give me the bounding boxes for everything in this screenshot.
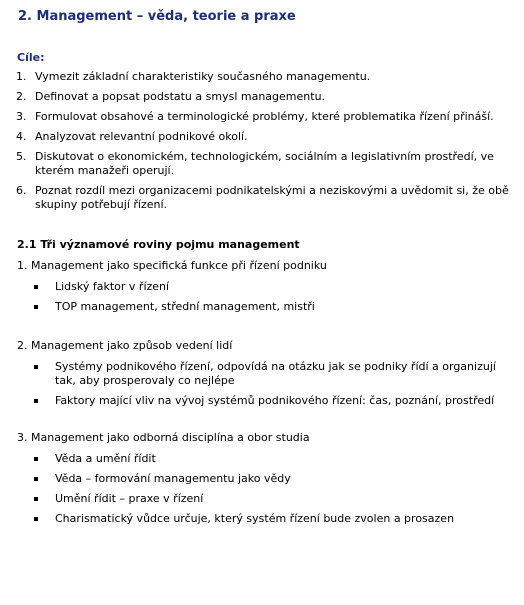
bullet-text: Věda – formování managementu jako vědy — [55, 472, 291, 485]
goal-number: 2. — [16, 90, 27, 103]
goal-item — [16, 70, 516, 84]
square-bullet-icon — [34, 399, 38, 403]
goal-text: Formulovat obsahové a terminologické problémy, které problematika řízení přináší. — [35, 110, 494, 123]
goal-item — [16, 130, 516, 144]
square-bullet-icon — [34, 365, 38, 369]
bullet-text: Věda a umění řídit — [55, 452, 156, 465]
group-title: 3. Management jako odborná disciplína a obor studia — [17, 431, 310, 444]
bullet-item — [17, 512, 512, 526]
section-heading: 2.1 Tři významové roviny pojmu management — [17, 238, 300, 251]
square-bullet-icon — [34, 497, 38, 501]
page-title: 2. Management – věda, teorie a praxe — [18, 9, 296, 24]
group-title: 1. Management jako specifická funkce při řízení podniku — [17, 259, 327, 272]
goal-number: 1. — [16, 70, 27, 83]
goal-number: 3. — [16, 110, 27, 123]
goals-heading: Cíle: — [17, 51, 45, 64]
goal-number: 6. — [16, 184, 27, 197]
bullet-list — [17, 360, 512, 408]
goal-number: 5. — [16, 150, 27, 163]
meaning-group — [17, 339, 512, 414]
bullet-item — [17, 452, 512, 466]
goal-item — [16, 110, 516, 124]
group-title: 2. Management jako způsob vedení lidí — [17, 339, 233, 352]
bullet-item — [17, 360, 512, 388]
bullet-item — [17, 472, 512, 486]
goal-item — [16, 90, 516, 104]
bullet-text: Umění řídit – praxe v řízení — [55, 492, 204, 505]
bullet-text: Systémy podnikového řízení, odpovídá na otázku jak se podniky řídí a organizují tak, aby prosperovaly co nejlépe — [55, 360, 496, 387]
bullet-list — [17, 280, 512, 314]
goals-list — [16, 70, 516, 218]
bullet-item — [17, 280, 512, 294]
bullet-text: Faktory mající vliv na vývoj systémů podnikového řízení: čas, poznání, prostředí — [55, 394, 495, 407]
bullet-list — [17, 452, 512, 526]
square-bullet-icon — [34, 305, 38, 309]
goal-item — [16, 150, 516, 178]
goal-text: Diskutovat o ekonomickém, technologickém, sociálním a legislativním prostředí, ve kterém manažeři operují. — [35, 150, 494, 177]
square-bullet-icon — [34, 477, 38, 481]
bullet-text: Lidský faktor v řízení — [55, 280, 170, 293]
goal-text: Analyzovat relevantní podnikové okolí. — [35, 130, 248, 143]
goal-item — [16, 184, 516, 212]
goal-text: Vymezit základní charakteristiky současného managementu. — [35, 70, 371, 83]
bullet-text: TOP management, střední management, mistři — [55, 300, 315, 313]
goal-text: Poznat rozdíl mezi organizacemi podnikatelskými a neziskovými a uvědomit si, že obě skupiny potřebují řízení. — [35, 184, 509, 211]
bullet-item — [17, 394, 512, 408]
square-bullet-icon — [34, 517, 38, 521]
square-bullet-icon — [34, 457, 38, 461]
bullet-item — [17, 492, 512, 506]
bullet-item — [17, 300, 512, 314]
goal-number: 4. — [16, 130, 27, 143]
bullet-text: Charismatický vůdce určuje, který systém řízení bude zvolen a prosazen — [55, 512, 455, 525]
square-bullet-icon — [34, 285, 38, 289]
meaning-group — [17, 259, 512, 320]
goal-text: Definovat a popsat podstatu a smysl managementu. — [35, 90, 326, 103]
meaning-group — [17, 431, 512, 532]
